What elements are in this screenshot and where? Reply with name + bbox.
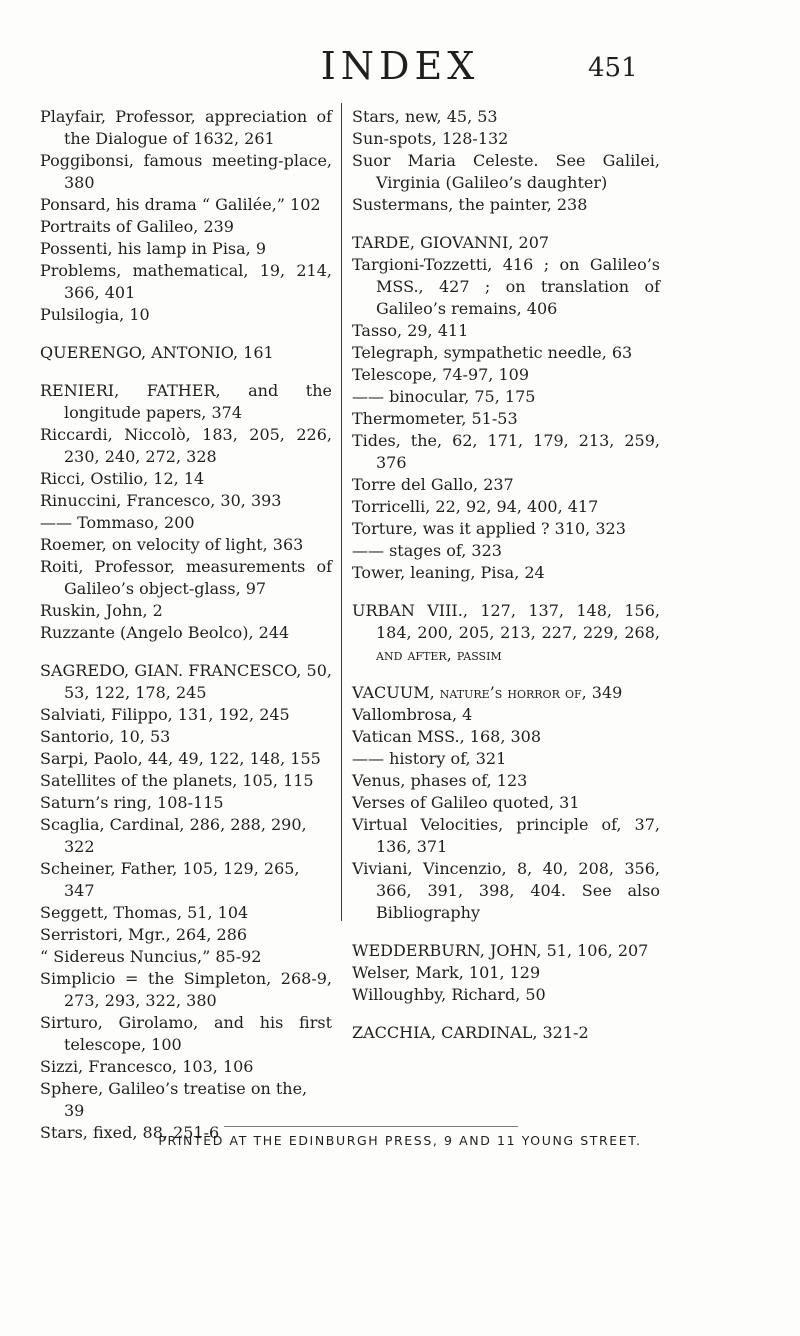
index-entry: VACUUM, nature’s horror of, 349 (352, 683, 623, 702)
index-entry: Thermometer, 51-53 (352, 409, 518, 428)
index-entry: Welser, Mark, 101, 129 (352, 963, 541, 982)
index-entry: Seggett, Thomas, 51, 104 (40, 903, 249, 922)
index-entry: Venus, phases of, 123 (352, 771, 528, 790)
index-entry: Riccardi, Niccolò, 183, 205, 226, 230, 240, 272, 328 (40, 425, 332, 466)
index-entry: Tower, leaning, Pisa, 24 (352, 563, 545, 582)
index-entry: Telegraph, sympathetic needle, 63 (352, 343, 633, 362)
index-entry: Torture, was it applied ? 310, 323 (352, 519, 626, 538)
index-entry: Santorio, 10, 53 (40, 727, 171, 746)
index-entry: Ricci, Ostilio, 12, 14 (40, 469, 205, 488)
index-entry: Serristori, Mgr., 264, 286 (40, 925, 248, 944)
index-entry: Virtual Velocities, principle of, 37, 136, 371 (352, 815, 660, 856)
index-title: INDEX (320, 44, 480, 88)
index-entry: “ Sidereus Nuncius,” 85-92 (40, 947, 262, 966)
page-header (0, 44, 800, 88)
index-entry: Possenti, his lamp in Pisa, 9 (40, 239, 267, 258)
section-gap (352, 666, 660, 682)
index-entry: Viviani, Vincenzio, 8, 40, 208, 356, 366, 391, 398, 404. See also Bibliography (352, 859, 660, 922)
index-entry: Vallombrosa, 4 (352, 705, 473, 724)
index-entry: Simplicio = the Simpleton, 268-9, 273, 293, 322, 380 (40, 969, 332, 1010)
index-entry: TARDE, GIOVANNI, 207 (352, 233, 550, 252)
index-entry: Sirturo, Girolamo, and his first telescope, 100 (40, 1013, 332, 1054)
index-entry: Satellites of the planets, 105, 115 (40, 771, 314, 790)
index-entry: Roiti, Professor, measurements of Galileo’s object-glass, 97 (40, 557, 332, 598)
section-gap (352, 216, 660, 232)
section-gap (40, 644, 332, 660)
index-entry: QUERENGO, ANTONIO, 161 (40, 343, 274, 362)
index-entry: —— stages of, 323 (352, 541, 502, 560)
index-entry: Pulsilogia, 10 (40, 305, 150, 324)
index-entry: Telescope, 74-97, 109 (352, 365, 530, 384)
index-entry: Stars, new, 45, 53 (352, 107, 498, 126)
index-entry: Roemer, on velocity of light, 363 (40, 535, 304, 554)
index-entry: —— history of, 321 (352, 749, 507, 768)
printer-imprint: PRINTED AT THE EDINBURGH PRESS, 9 AND 11 YOUNG STREET. (158, 1133, 642, 1148)
index-entry: Ruskin, John, 2 (40, 601, 163, 620)
section-gap (40, 326, 332, 342)
index-entry: Vatican MSS., 168, 308 (352, 727, 542, 746)
index-entry: Rinuccini, Francesco, 30, 393 (40, 491, 282, 510)
index-entry: Suor Maria Celeste. See Galilei, Virginia (Galileo’s daughter) (352, 151, 660, 192)
index-entry: Sustermans, the painter, 238 (352, 195, 588, 214)
index-column-left (40, 106, 332, 1144)
index-entry: Verses of Galileo quoted, 31 (352, 793, 580, 812)
index-entry: Targioni-Tozzetti, 416 ; on Galileo’s MSS., 427 ; on translation of Galileo’s remains, 406 (352, 255, 660, 318)
column-divider (341, 103, 342, 921)
index-entry: Salviati, Filippo, 131, 192, 245 (40, 705, 290, 724)
index-entry: Willoughby, Richard, 50 (352, 985, 546, 1004)
index-entry: WEDDERBURN, JOHN, 51, 106, 207 (352, 941, 649, 960)
index-entry: —— Tommaso, 200 (40, 513, 195, 532)
section-gap (352, 924, 660, 940)
page-number: 451 (588, 53, 638, 83)
index-entry: Ponsard, his drama “ Galilée,” 102 (40, 195, 321, 214)
index-entry: Torricelli, 22, 92, 94, 400, 417 (352, 497, 599, 516)
section-gap (40, 364, 332, 380)
index-entry: Tasso, 29, 411 (352, 321, 469, 340)
index-entry: Scaglia, Cardinal, 286, 288, 290, 322 (40, 815, 307, 856)
index-entry: Sphere, Galileo’s treatise on the, 39 (40, 1079, 308, 1120)
index-entry: Problems, mathematical, 19, 214, 366, 401 (40, 261, 332, 302)
index-entry: Ruzzante (Angelo Beolco), 244 (40, 623, 290, 642)
section-gap (352, 584, 660, 600)
index-entry: Sarpi, Paolo, 44, 49, 122, 148, 155 (40, 749, 321, 768)
index-entry: ZACCHIA, CARDINAL, 321-2 (352, 1023, 589, 1042)
index-entry: Stars, fixed, 88, 251-6 (40, 1123, 220, 1142)
section-gap (352, 1006, 660, 1022)
index-entry: RENIERI, FATHER, and the longitude papers, 374 (40, 381, 332, 422)
index-entry: —— binocular, 75, 175 (352, 387, 536, 406)
index-entry: Sun-spots, 128-132 (352, 129, 509, 148)
index-entry: URBAN VIII., 127, 137, 148, 156, 184, 200, 205, 213, 227, 229, 268, and after, passim (352, 601, 660, 664)
index-entry: Scheiner, Father, 105, 129, 265, 347 (40, 859, 300, 900)
index-entry: Sizzi, Francesco, 103, 106 (40, 1057, 254, 1076)
index-entry: Torre del Gallo, 237 (352, 475, 514, 494)
index-entry: SAGREDO, GIAN. FRANCESCO, 50, 53, 122, 178, 245 (40, 661, 332, 702)
index-entry: Playfair, Professor, appreciation of the Dialogue of 1632, 261 (40, 107, 332, 148)
index-entry: Poggibonsi, famous meeting-place, 380 (40, 151, 332, 192)
index-entry: Tides, the, 62, 171, 179, 213, 259, 376 (352, 431, 660, 472)
footer-rule (224, 1126, 518, 1127)
index-entry: Portraits of Galileo, 239 (40, 217, 234, 236)
index-column-right (352, 106, 660, 1044)
index-entry: Saturn’s ring, 108-115 (40, 793, 224, 812)
